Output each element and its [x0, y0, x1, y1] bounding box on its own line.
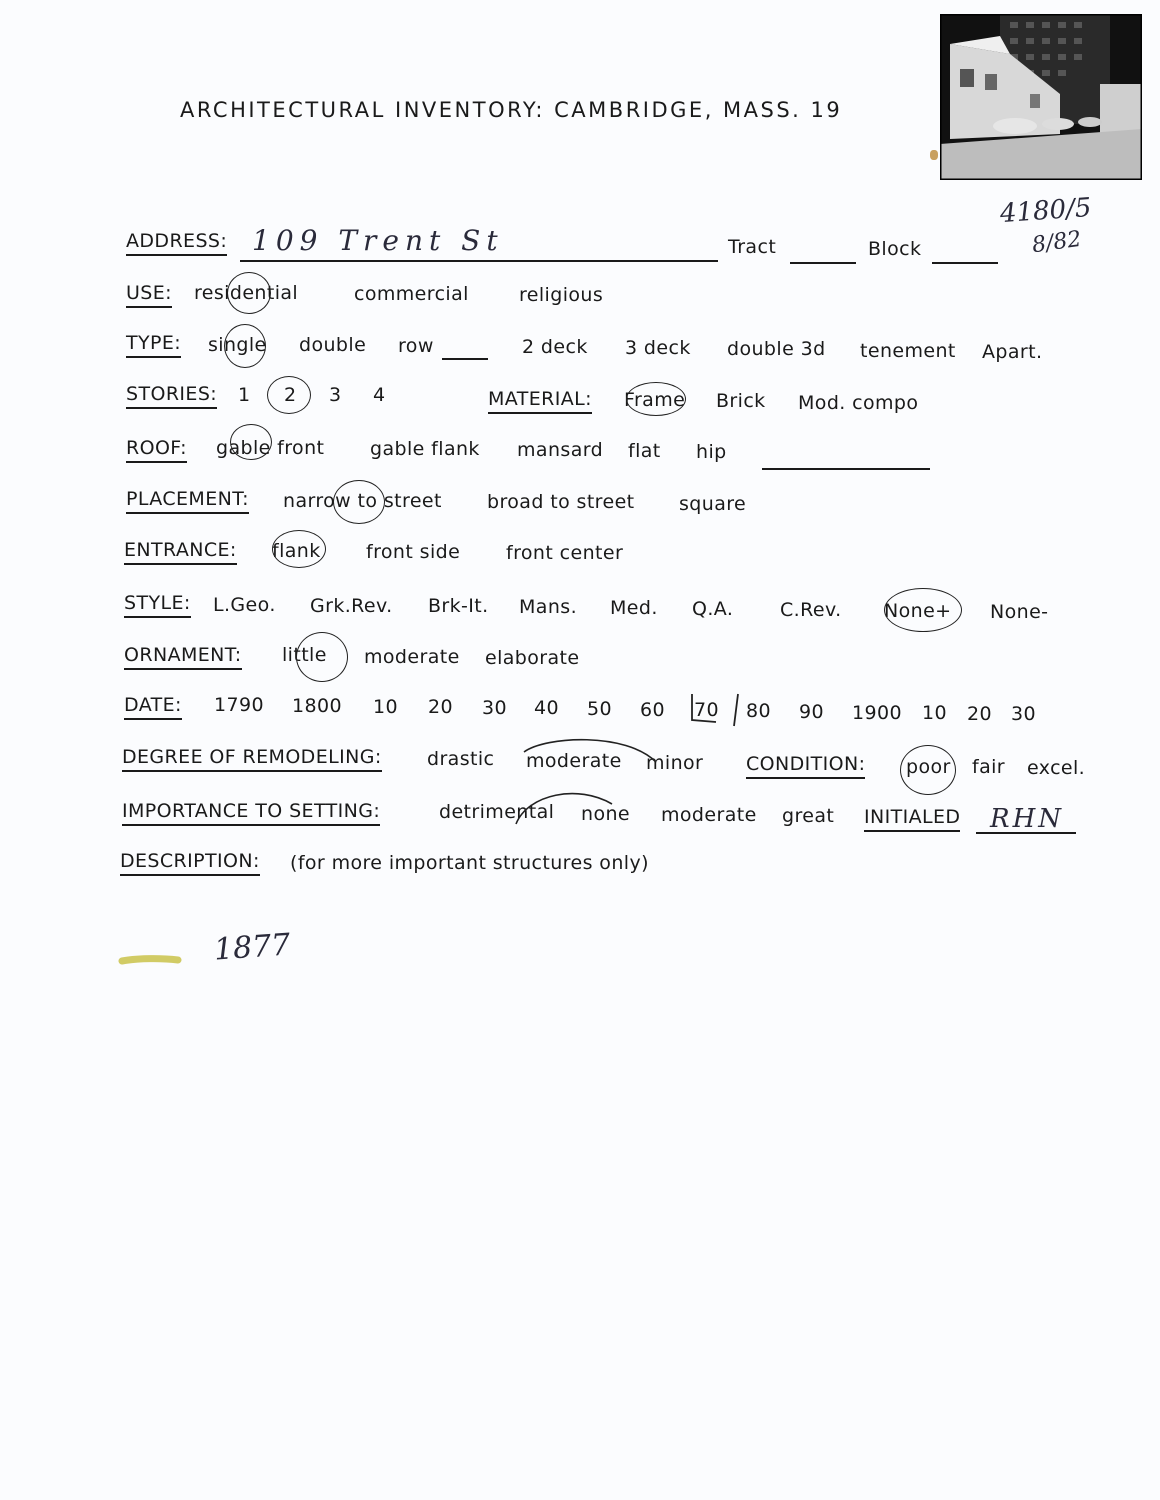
- ornament-selected-mark: [296, 632, 348, 682]
- type-option-single: single: [208, 334, 267, 356]
- tract-field: [790, 262, 856, 264]
- roof-option-mansard: mansard: [517, 439, 604, 461]
- type-label: TYPE:: [126, 332, 181, 358]
- date-option-60: 60: [640, 699, 665, 721]
- type-row-blank: [442, 358, 488, 360]
- condition-option-poor: poor: [906, 756, 951, 778]
- type-option-row: row: [398, 335, 434, 357]
- form-title: ARCHITECTURAL INVENTORY: CAMBRIDGE, MASS. 19: [180, 98, 843, 122]
- material-option-modcompo: Mod. compo: [798, 392, 919, 414]
- date-option-1900: 1900: [852, 702, 902, 724]
- date-selected-mark: [686, 690, 746, 730]
- style-option-lgeo: L.Geo.: [213, 594, 276, 616]
- type-option-apart: Apart.: [982, 341, 1043, 363]
- address-label: ADDRESS:: [126, 230, 227, 256]
- date-option-70: 70: [694, 699, 719, 721]
- reference-date: 8/82: [1030, 226, 1083, 259]
- date-option-50: 50: [587, 698, 612, 720]
- condition-option-fair: fair: [972, 756, 1006, 778]
- placement-label: PLACEMENT:: [126, 488, 249, 514]
- use-label: USE:: [126, 282, 172, 308]
- style-selected-mark: [884, 588, 962, 632]
- entrance-option-flank: flank: [272, 540, 321, 562]
- use-option-religious: religious: [519, 284, 604, 306]
- remodeling-option-moderate: moderate: [526, 750, 622, 772]
- condition-label: CONDITION:: [746, 753, 865, 779]
- block-field: [932, 262, 998, 264]
- style-option-crev: C.Rev.: [780, 599, 842, 621]
- material-label: MATERIAL:: [488, 388, 592, 414]
- highlighter-mark: [118, 952, 182, 968]
- ornament-option-elaborate: elaborate: [485, 647, 580, 669]
- placement-option-broad: broad to street: [487, 491, 635, 513]
- use-option-commercial: commercial: [354, 283, 469, 305]
- remodeling-selected-mark: [516, 734, 666, 784]
- roof-selected-mark: [230, 424, 272, 460]
- paper-speck: [930, 150, 938, 160]
- remodeling-label: DEGREE OF REMODELING:: [122, 746, 382, 772]
- date-option-1930: 30: [1011, 703, 1036, 725]
- style-option-qa: Q.A.: [692, 598, 734, 620]
- roof-label: ROOF:: [126, 437, 187, 463]
- roof-option-gable-front: gable front: [216, 437, 325, 459]
- placement-selected-mark: [333, 480, 385, 524]
- block-label: Block: [868, 238, 922, 260]
- ornament-option-moderate: moderate: [364, 646, 460, 668]
- date-option-30: 30: [482, 697, 507, 719]
- use-selected-mark: [227, 272, 271, 314]
- type-option-double3d: double 3d: [727, 338, 826, 360]
- ornament-option-little: little: [282, 644, 327, 666]
- roof-other-blank: [762, 468, 930, 470]
- date-option-10: 10: [373, 696, 398, 718]
- roof-option-hip: hip: [696, 441, 727, 463]
- date-option-40: 40: [534, 697, 559, 719]
- entrance-option-front-side: front side: [366, 541, 461, 563]
- entrance-option-front-center: front center: [506, 542, 624, 564]
- tract-label: Tract: [728, 236, 777, 258]
- building-photo-icon: [940, 14, 1142, 180]
- description-handwritten: 1877: [212, 927, 292, 968]
- stories-label: STORIES:: [126, 383, 217, 409]
- placement-option-square: square: [679, 493, 747, 515]
- style-option-none-plus: None+: [884, 600, 952, 622]
- style-option-brkit: Brk-It.: [428, 595, 489, 617]
- date-option-90: 90: [799, 701, 824, 723]
- description-note: (for more important structures only): [290, 852, 649, 874]
- use-option-residential: residential: [194, 282, 299, 304]
- stories-selected-mark: [267, 376, 311, 414]
- type-option-double: double: [299, 334, 367, 356]
- date-option-1800: 1800: [292, 695, 342, 717]
- reference-number: 4180/5: [999, 192, 1093, 230]
- style-option-none-minus: None-: [990, 601, 1049, 623]
- placement-option-narrow: narrow to street: [283, 490, 442, 512]
- style-option-grkrev: Grk.Rev.: [310, 595, 393, 617]
- condition-option-excel: excel.: [1027, 757, 1086, 779]
- importance-option-detrimental: detrimental: [439, 801, 555, 823]
- entrance-selected-mark: [272, 530, 326, 568]
- date-option-20: 20: [428, 696, 453, 718]
- date-option-1920: 20: [967, 703, 992, 725]
- roof-option-flat: flat: [628, 440, 661, 462]
- importance-option-moderate: moderate: [661, 804, 757, 826]
- date-option-80: 80: [746, 700, 771, 722]
- ornament-label: ORNAMENT:: [124, 644, 242, 670]
- address-value: 109 Trent St: [252, 224, 504, 257]
- importance-label: IMPORTANCE TO SETTING:: [122, 800, 380, 826]
- stories-option-3: 3: [329, 384, 342, 406]
- stories-option-2: 2: [284, 384, 297, 406]
- condition-selected-mark: [900, 745, 956, 795]
- initialed-value: RHN: [990, 804, 1064, 834]
- stories-option-4: 4: [373, 384, 386, 406]
- importance-selected-mark: [508, 784, 628, 834]
- building-photo: [940, 14, 1142, 180]
- importance-option-great: great: [782, 805, 835, 827]
- importance-option-none: none: [581, 803, 630, 825]
- stories-option-1: 1: [238, 384, 251, 406]
- type-option-3deck: 3 deck: [625, 337, 691, 359]
- type-option-2deck: 2 deck: [522, 336, 588, 358]
- entrance-label: ENTRANCE:: [124, 539, 237, 565]
- type-option-tenement: tenement: [860, 340, 956, 362]
- material-option-brick: Brick: [716, 390, 766, 412]
- date-option-1910: 10: [922, 702, 947, 724]
- remodeling-option-minor: minor: [646, 752, 704, 774]
- address-underline: [240, 260, 718, 262]
- remodeling-option-drastic: drastic: [427, 748, 495, 770]
- initialed-label: INITIALED: [864, 806, 960, 832]
- type-selected-mark: [224, 324, 266, 368]
- material-selected-mark: [626, 382, 686, 416]
- roof-option-gable-flank: gable flank: [370, 438, 480, 460]
- date-label: DATE:: [124, 694, 182, 720]
- style-label: STYLE:: [124, 592, 191, 618]
- style-option-med: Med.: [610, 597, 658, 619]
- style-option-mans: Mans.: [519, 596, 578, 618]
- date-option-1790: 1790: [214, 694, 264, 716]
- material-option-frame: Frame: [624, 389, 686, 411]
- description-label: DESCRIPTION:: [120, 850, 260, 876]
